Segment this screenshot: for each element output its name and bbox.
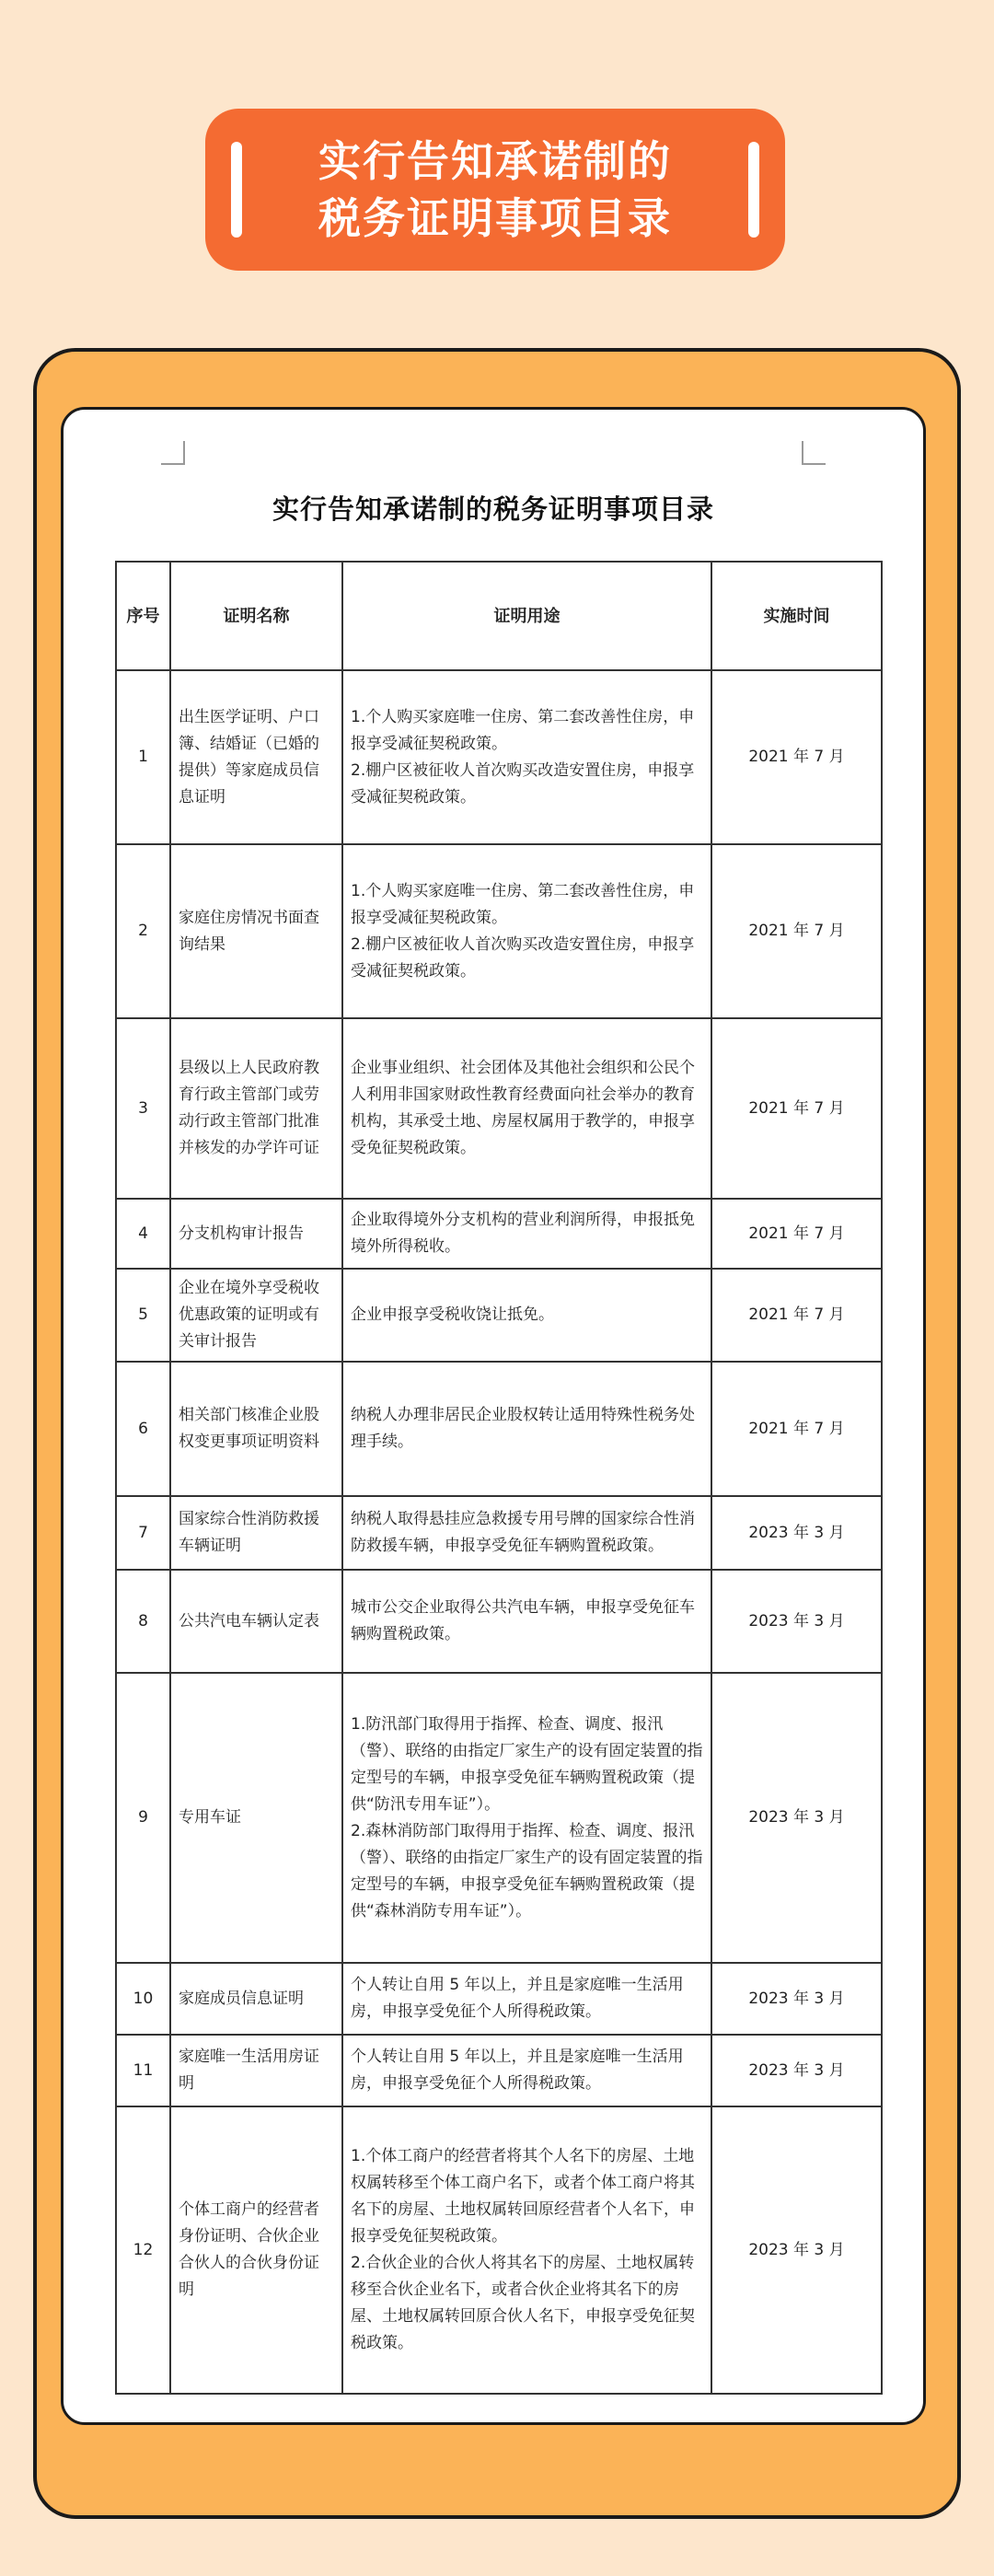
crop-mark-top-right <box>802 441 826 465</box>
table-row <box>116 1673 882 1963</box>
cell-certificate-name: 家庭成员信息证明 <box>170 1963 342 2035</box>
cell-certificate-name: 县级以上人民政府教育行政主管部门或劳动行政主管部门批准并核发的办学许可证 <box>170 1018 342 1199</box>
cell-certificate-name: 国家综合性消防救援车辆证明 <box>170 1496 342 1570</box>
table-row <box>116 1199 882 1269</box>
cell-seq: 11 <box>116 2035 170 2106</box>
cell-effective-date: 2023 年 3 月 <box>711 1570 882 1673</box>
cell-certificate-use <box>342 1199 711 1269</box>
cell-effective-date: 2021 年 7 月 <box>711 1018 882 1199</box>
header-time: 实施时间 <box>711 562 882 670</box>
table-row <box>116 2106 882 2394</box>
cell-seq: 4 <box>116 1199 170 1269</box>
table-row <box>116 844 882 1018</box>
table-row <box>116 670 882 844</box>
banner-title-line-1: 实行告知承诺制的 <box>318 136 672 186</box>
cell-seq: 12 <box>116 2106 170 2394</box>
cell-effective-date: 2021 年 7 月 <box>711 1199 882 1269</box>
cell-effective-date: 2021 年 7 月 <box>711 1362 882 1496</box>
use-item: 企业事业组织、社会团体及其他社会组织和公民个人利用非国家财政性教育经费面向社会举办的教育机构，其承受土地、房屋权属用于教学的，申报享受免征契税政策。 <box>351 1059 695 1157</box>
table-row <box>116 1496 882 1570</box>
use-item: 1.个体工商户的经营者将其个人名下的房屋、土地权属转移至个体工商户名下，或者个体工商户将其名下的房屋、土地权属转回原经营者个人名下，申报享受免征契税政策。 <box>351 2147 695 2245</box>
cell-certificate-use <box>342 2106 711 2394</box>
cell-seq: 7 <box>116 1496 170 1570</box>
cell-certificate-use <box>342 1496 711 1570</box>
cell-effective-date: 2023 年 3 月 <box>711 1963 882 2035</box>
cell-certificate-name: 企业在境外享受税收优惠政策的证明或有关审计报告 <box>170 1269 342 1362</box>
title-banner <box>205 109 785 271</box>
use-item: 城市公交企业取得公共汽电车辆，申报享受免征车辆购置税政策。 <box>351 1598 695 1643</box>
use-item: 1.个人购买家庭唯一住房、第二套改善性住房，申报享受减征契税政策。 <box>351 707 695 753</box>
use-item: 2.棚户区被征收人首次购买改造安置住房，申报享受减征契税政策。 <box>351 934 695 981</box>
cell-seq: 10 <box>116 1963 170 2035</box>
use-item: 企业取得境外分支机构的营业利润所得，申报抵免境外所得税收。 <box>351 1211 695 1256</box>
table-row <box>116 1963 882 2035</box>
table-header-row <box>116 562 882 670</box>
use-item: 1.防汛部门取得用于指挥、检查、调度、报汛（警）、联络的由指定厂家生产的设有固定装置的指定型号的车辆，申报享受免征车辆购置税政策（提供“防汛专用车证”）。 <box>351 1714 703 1814</box>
use-item: 纳税人取得悬挂应急救援专用号牌的国家综合性消防救援车辆，申报享受免征车辆购置税政策。 <box>351 1510 695 1555</box>
cell-effective-date: 2023 年 3 月 <box>711 1673 882 1963</box>
banner-right-bar <box>748 142 759 238</box>
cell-certificate-use <box>342 1570 711 1673</box>
use-item: 个人转让自用 5 年以上，并且是家庭唯一生活用房，申报享受免征个人所得税政策。 <box>351 1976 684 2021</box>
cell-effective-date: 2021 年 7 月 <box>711 670 882 844</box>
cell-effective-date: 2023 年 3 月 <box>711 2035 882 2106</box>
cell-effective-date: 2023 年 3 月 <box>711 1496 882 1570</box>
table-row <box>116 2035 882 2106</box>
header-use: 证明用途 <box>342 562 711 670</box>
cell-certificate-use <box>342 1673 711 1963</box>
cell-certificate-use <box>342 1362 711 1496</box>
cell-certificate-name: 相关部门核准企业股权变更事项证明资料 <box>170 1362 342 1496</box>
use-item: 2.合伙企业的合伙人将其名下的房屋、土地权属转移至合伙企业名下，或者合伙企业将其名下的房屋、土地权属转回原合伙人名下，申报享受免征契税政策。 <box>351 2254 695 2352</box>
cell-seq: 5 <box>116 1269 170 1362</box>
use-item: 个人转让自用 5 年以上，并且是家庭唯一生活用房，申报享受免征个人所得税政策。 <box>351 2048 684 2093</box>
cell-effective-date: 2021 年 7 月 <box>711 844 882 1018</box>
use-item: 2.森林消防部门取得用于指挥、检查、调度、报汛（警）、联络的由指定厂家生产的设有固定装置的指定型号的车辆，申报享受免征车辆购置税政策（提供“森林消防专用车证”）。 <box>351 1821 703 1920</box>
header-seq: 序号 <box>116 562 170 670</box>
table-row <box>116 1269 882 1362</box>
cell-certificate-name: 家庭住房情况书面查询结果 <box>170 844 342 1018</box>
cell-certificate-use <box>342 1963 711 2035</box>
table-row <box>116 1362 882 1496</box>
header-name: 证明名称 <box>170 562 342 670</box>
document-title: 实行告知承诺制的税务证明事项目录 <box>272 493 714 525</box>
cell-certificate-use <box>342 844 711 1018</box>
cell-effective-date: 2021 年 7 月 <box>711 1269 882 1362</box>
crop-mark-top-left <box>161 441 185 465</box>
banner-left-bar <box>231 142 242 238</box>
cell-seq: 8 <box>116 1570 170 1673</box>
use-item: 纳税人办理非居民企业股权转让适用特殊性税务处理手续。 <box>351 1406 695 1451</box>
cell-certificate-name: 个体工商户的经营者身份证明、合伙企业合伙人的合伙身份证明 <box>170 2106 342 2394</box>
cell-seq: 9 <box>116 1673 170 1963</box>
cell-effective-date: 2023 年 3 月 <box>711 2106 882 2394</box>
cell-certificate-name: 专用车证 <box>170 1673 342 1963</box>
cell-seq: 6 <box>116 1362 170 1496</box>
certificate-table <box>115 561 883 2395</box>
table-row <box>116 1570 882 1673</box>
cell-seq: 3 <box>116 1018 170 1199</box>
use-item: 1.个人购买家庭唯一住房、第二套改善性住房，申报享受减征契税政策。 <box>351 881 695 927</box>
use-item: 2.棚户区被征收人首次购买改造安置住房，申报享受减征契税政策。 <box>351 760 695 806</box>
cell-seq: 1 <box>116 670 170 844</box>
cell-certificate-name: 家庭唯一生活用房证明 <box>170 2035 342 2106</box>
use-item: 企业申报享受税收饶让抵免。 <box>351 1305 554 1324</box>
cell-certificate-use <box>342 2035 711 2106</box>
cell-certificate-name: 公共汽电车辆认定表 <box>170 1570 342 1673</box>
banner-title-line-2: 税务证明事项目录 <box>318 193 672 243</box>
document-paper <box>61 407 926 2425</box>
cell-certificate-use <box>342 1018 711 1199</box>
cell-certificate-name: 分支机构审计报告 <box>170 1199 342 1269</box>
cell-certificate-use <box>342 670 711 844</box>
cell-seq: 2 <box>116 844 170 1018</box>
cell-certificate-use <box>342 1269 711 1362</box>
table-row <box>116 1018 882 1199</box>
cell-certificate-name: 出生医学证明、户口簿、结婚证（已婚的提供）等家庭成员信息证明 <box>170 670 342 844</box>
